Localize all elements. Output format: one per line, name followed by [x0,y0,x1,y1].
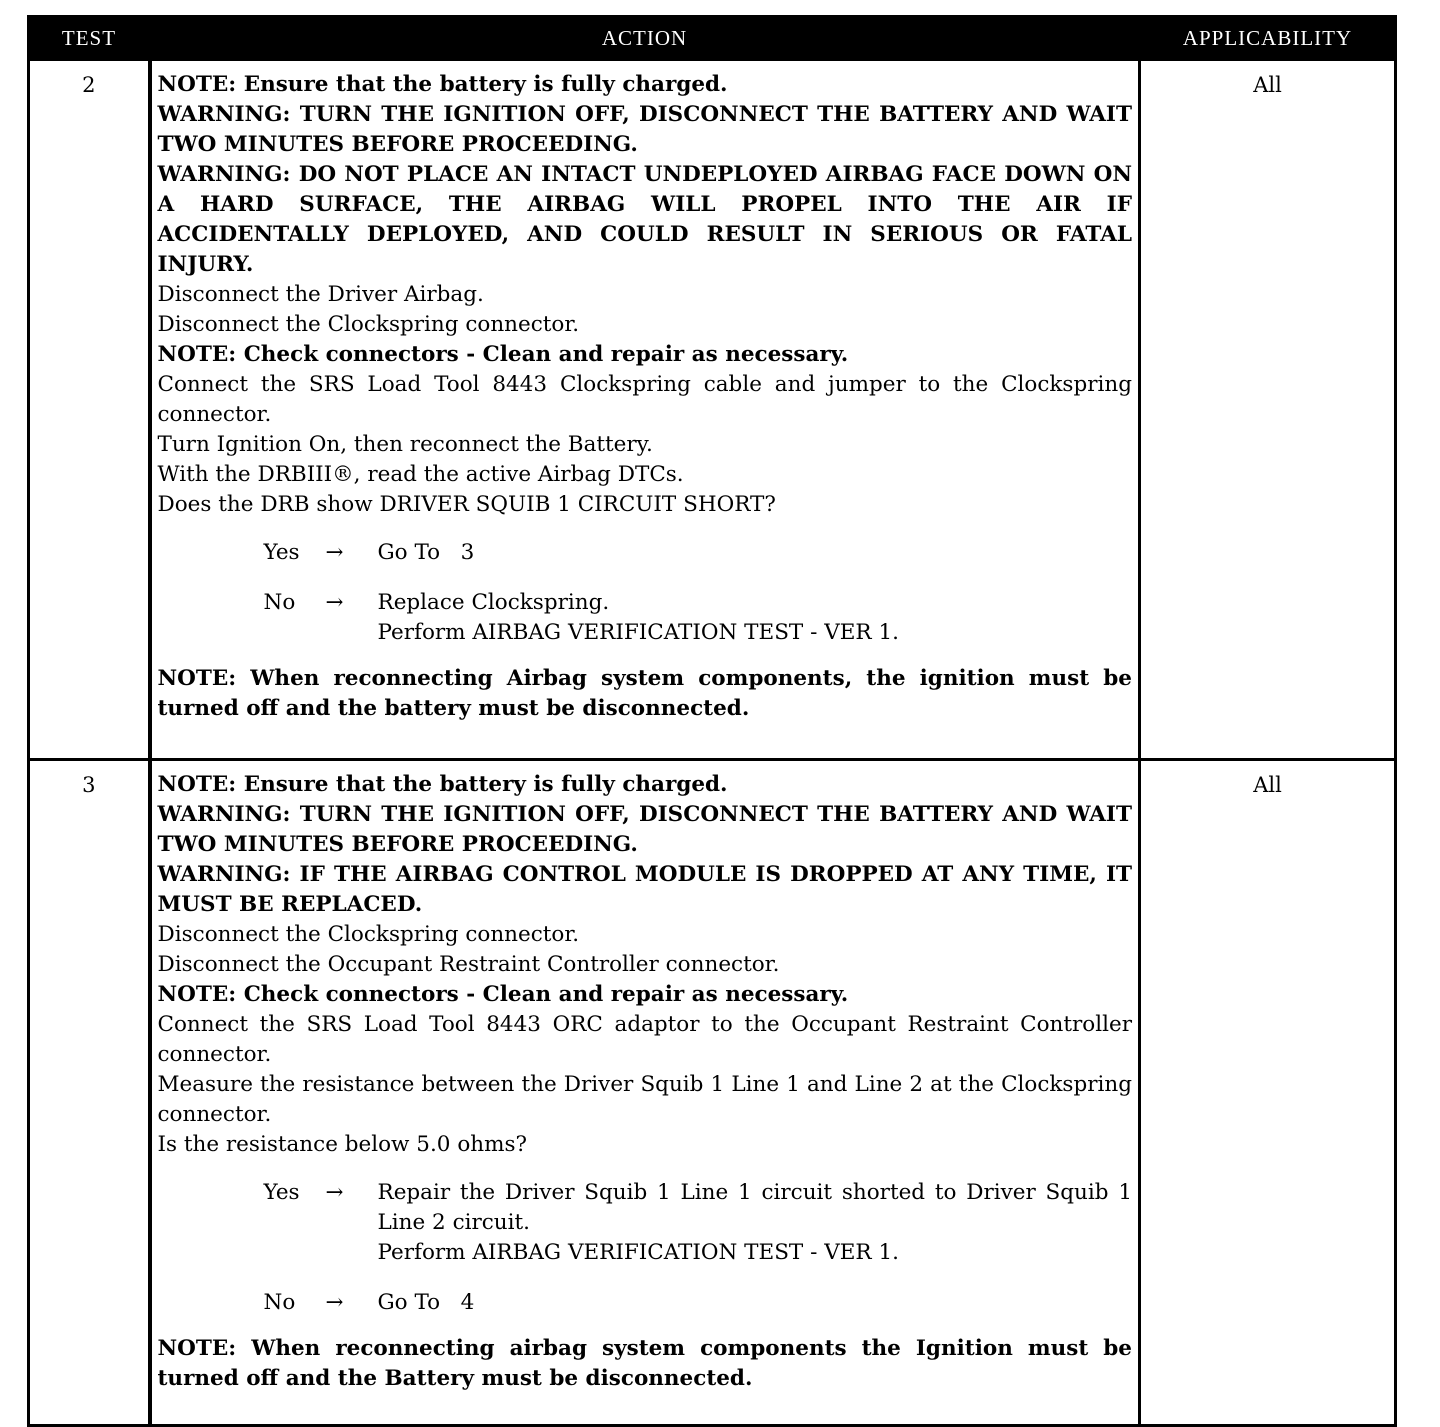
header-test: TEST [29,17,150,60]
answer-label: Yes [263,540,300,565]
action-cell [150,760,1140,1426]
action-cell [150,60,1140,760]
answer-label: No [263,590,296,615]
final-note: NOTE: When reconnecting airbag system components the Ignition must be turned off and the Battery must be disconnected. [157,1336,1132,1391]
answer-list [158,1178,1139,1318]
diagnostic-test-table [27,15,1397,1427]
answer-action-line: Perform AIRBAG VERIFICATION TEST - VER 1. [377,1240,899,1265]
answer-yes [158,538,1133,568]
step-line: Turn Ignition On, then reconnect the Battery. [157,432,653,457]
header-applicability: APPLICABILITY [1140,17,1396,60]
table-row [29,60,1396,760]
arrow-right-icon: → [325,590,344,615]
step-line: Measure the resistance between the Driver Squib 1 Line 1 and Line 2 at the Clockspring connector. [157,1072,1132,1127]
step-line: Connect the SRS Load Tool 8443 Clockspring cable and jumper to the Clockspring connector. [157,372,1132,427]
step-line: Does the DRB show DRIVER SQUIB 1 CIRCUIT SHORT? [157,492,776,517]
note-line: WARNING: DO NOT PLACE AN INTACT UNDEPLOYED AIRBAG FACE DOWN ON A HARD SURFACE, THE AIRBAG WILL PROPEL INTO THE AIR IF ACCIDENTALLY DEPLOYED, AND COULD RESULT IN SERIOUS OR FATAL INJURY. [157,162,1132,277]
answer-action-line: Replace Clockspring. [377,590,610,615]
step-line: Is the resistance below 5.0 ohms? [157,1132,528,1157]
note-line: NOTE: Check connectors - Clean and repair as necessary. [157,342,849,367]
note-line: NOTE: Ensure that the battery is fully charged. [157,72,728,97]
note-line: NOTE: Check connectors - Clean and repair as necessary. [157,982,849,1007]
answer-action [378,1288,1133,1318]
note-line: NOTE: Ensure that the battery is fully charged. [157,772,728,797]
answer-action [377,1178,1139,1268]
answer-list [158,538,1133,648]
note-line: WARNING: IF THE AIRBAG CONTROL MODULE IS DROPPED AT ANY TIME, IT MUST BE REPLACED. [157,862,1132,917]
step-line: Disconnect the Clockspring connector. [157,312,580,337]
test-number: 3 [29,760,150,1426]
answer-action-line: Go To 4 [377,1290,475,1315]
step-line: Connect the SRS Load Tool 8443 ORC adaptor to the Occupant Restraint Controller connector. [157,1012,1132,1067]
table-header-row [29,17,1396,60]
step-line: Disconnect the Occupant Restraint Controller connector. [157,952,780,977]
answer-no [158,588,1133,648]
note-line: WARNING: TURN THE IGNITION OFF, DISCONNECT THE BATTERY AND WAIT TWO MINUTES BEFORE PROCEEDING. [157,102,1132,157]
answer-action-line: Perform AIRBAG VERIFICATION TEST - VER 1. [377,620,899,645]
applicability-value: All [1140,760,1396,1426]
final-note: NOTE: When reconnecting Airbag system components, the ignition must be turned off and the battery must be disconnected. [157,666,1132,721]
answer-action [378,588,1133,648]
answer-yes [158,1178,1139,1268]
action-steps [158,70,1133,520]
action-steps [158,770,1133,1160]
test-number: 2 [29,60,150,760]
answer-action [378,538,1133,568]
table-row [29,760,1396,1426]
header-action: ACTION [150,17,1140,60]
answer-label: Yes [263,1180,300,1205]
arrow-right-icon: → [325,540,344,565]
step-line: Disconnect the Clockspring connector. [157,922,580,947]
applicability-value: All [1140,60,1396,760]
arrow-right-icon: → [325,1180,344,1205]
answer-no [158,1288,1133,1318]
answer-action-line: Repair the Driver Squib 1 Line 1 circuit shorted to Driver Squib 1 Line 2 circuit. [377,1180,1139,1235]
note-line: WARNING: TURN THE IGNITION OFF, DISCONNECT THE BATTERY AND WAIT TWO MINUTES BEFORE PROCEEDING. [157,802,1132,857]
step-line: Disconnect the Driver Airbag. [157,282,484,307]
step-line: With the DRBIII®, read the active Airbag DTCs. [157,462,684,487]
answer-label: No [263,1290,296,1315]
arrow-right-icon: → [325,1290,344,1315]
answer-action-line: Go To 3 [377,540,475,565]
